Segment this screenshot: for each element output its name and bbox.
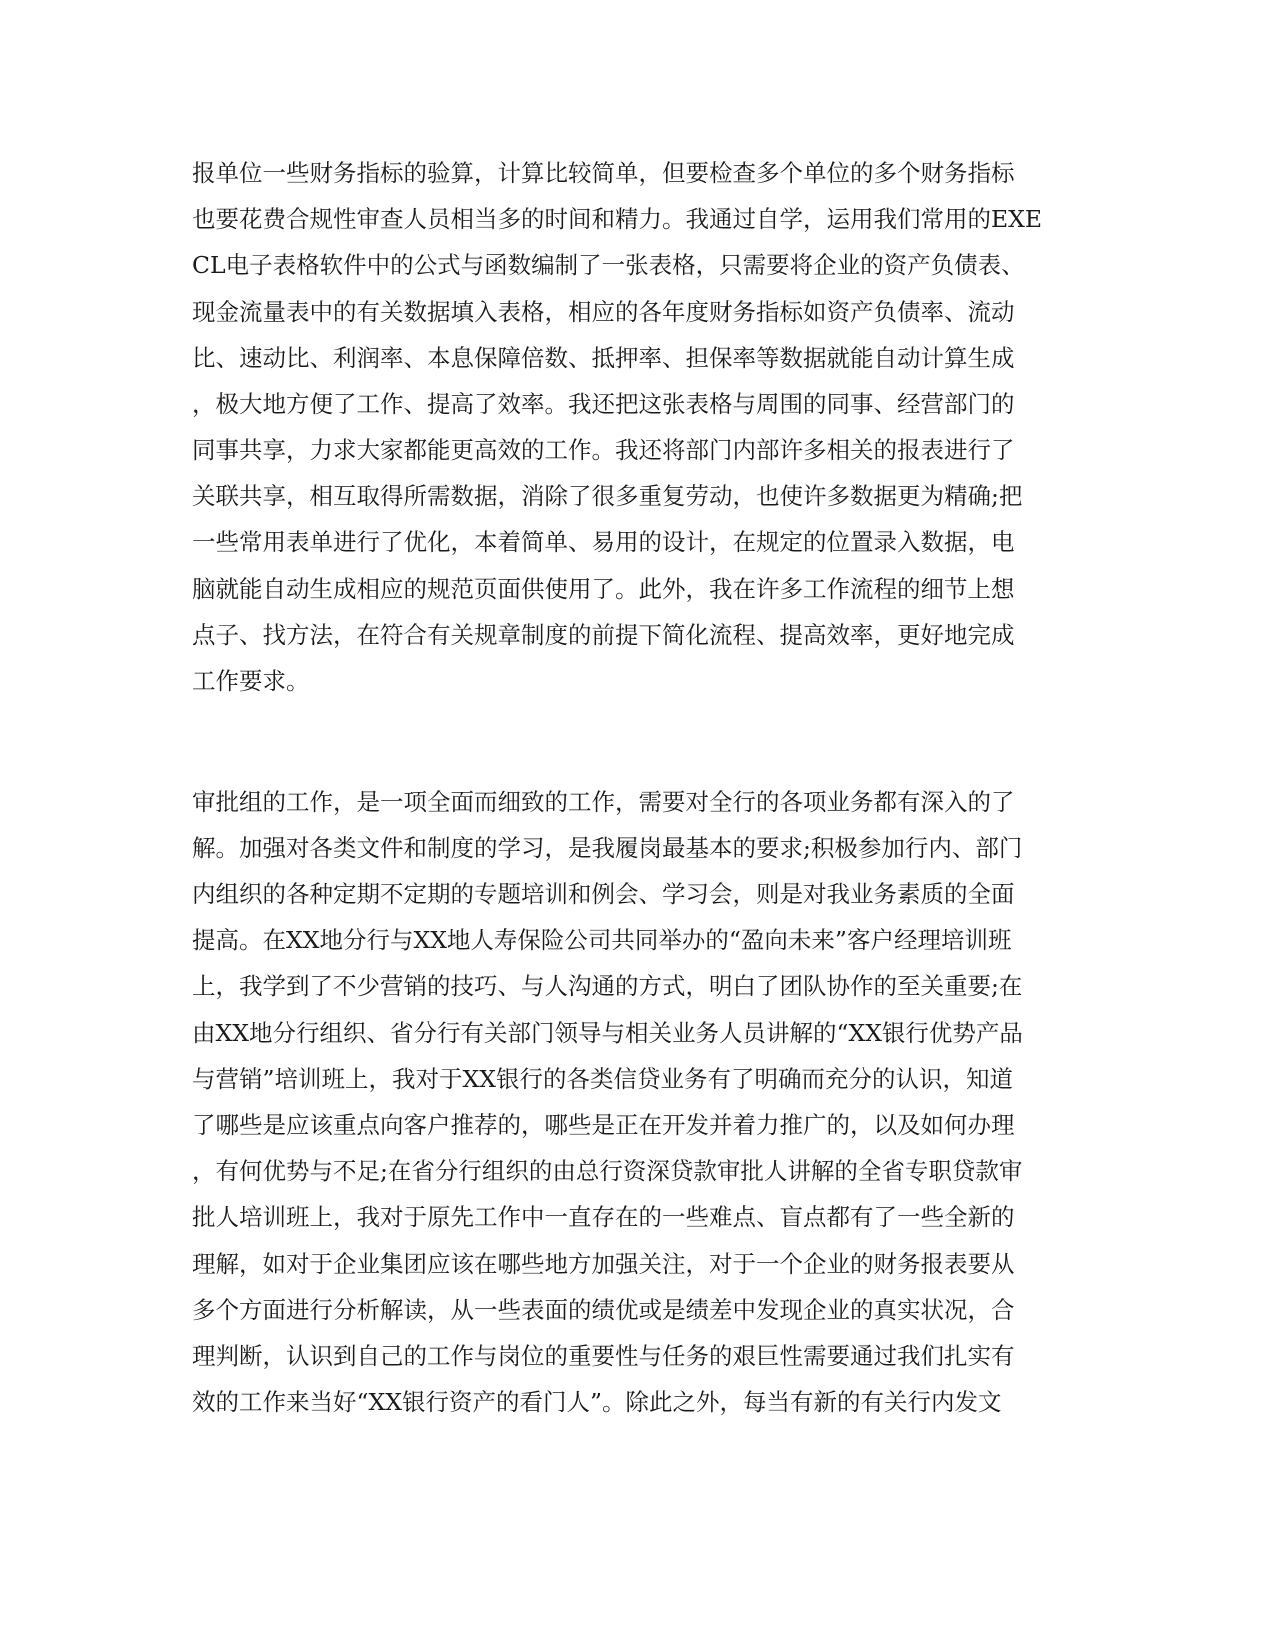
- text-line: ，有何优势与不足;在省分行组织的由总行资深贷款审批人讲解的全省专职贷款审: [192, 1157, 1023, 1185]
- text-line: 也要花费合规性审查人员相当多的时间和精力。我通过自学，运用我们常用的EXE: [192, 205, 1043, 233]
- text-line: 工作要求。: [192, 667, 310, 695]
- text-line: 效的工作来当好“XX银行资产的看门人”。除此之外，每当有新的有关行内发文: [192, 1388, 1002, 1416]
- text-line: 审批组的工作，是一项全面而细致的工作，需要对全行的各项业务都有深入的了: [192, 788, 1015, 816]
- text-line: 提高。在XX地分行与XX地人寿保险公司共同举办的“盈向未来”客户经理培训班: [192, 926, 1012, 954]
- text-line: 比、速动比、利润率、本息保障倍数、抵押率、担保率等数据就能自动计算生成: [192, 344, 1015, 372]
- text-line: CL电子表格软件中的公式与函数编制了一张表格，只需要将企业的资产负债表、: [192, 251, 1025, 279]
- text-line: 现金流量表中的有关数据填入表格，相应的各年度财务指标如资产负债率、流动: [192, 298, 1015, 326]
- text-line: 由XX地分行组织、省分行有关部门领导与相关业务人员讲解的“XX银行优势产品: [192, 1019, 1023, 1047]
- text-line: 了哪些是应该重点向客户推荐的，哪些是正在开发并着力推广的，以及如何办理: [192, 1111, 1015, 1139]
- text-line: 批人培训班上，我对于原先工作中一直存在的一些难点、盲点都有了一些全新的: [192, 1203, 1015, 1231]
- text-line: 报单位一些财务指标的验算，计算比较简单，但要检查多个单位的多个财务指标: [192, 159, 1015, 187]
- text-line: 内组织的各种定期不定期的专题培训和例会、学习会，则是对我业务素质的全面: [192, 880, 1015, 908]
- text-line: 关联共享，相互取得所需数据，消除了很多重复劳动，也使许多数据更为精确;把: [192, 482, 1023, 510]
- text-line: 理判断，认识到自己的工作与岗位的重要性与任务的艰巨性需要通过我们扎实有: [192, 1342, 1015, 1370]
- text-line: ，极大地方便了工作、提高了效率。我还把这张表格与周围的同事、经营部门的: [192, 390, 1015, 418]
- text-line: 一些常用表单进行了优化，本着简单、易用的设计，在规定的位置录入数据，电: [192, 528, 1015, 556]
- text-line: 与营销”培训班上，我对于XX银行的各类信贷业务有了明确而充分的认识，知道: [192, 1065, 1013, 1093]
- text-line: 上，我学到了不少营销的技巧、与人沟通的方式，明白了团队协作的至关重要;在: [192, 972, 1023, 1000]
- text-line: 多个方面进行分析解读，从一些表面的绩优或是绩差中发现企业的真实状况，合: [192, 1296, 1015, 1324]
- text-line: 点子、找方法，在符合有关规章制度的前提下简化流程、提高效率，更好地完成: [192, 621, 1015, 649]
- text-line: 脑就能自动生成相应的规范页面供使用了。此外，我在许多工作流程的细节上想: [192, 575, 1015, 603]
- text-line: 理解，如对于企业集团应该在哪些地方加强关注，对于一个企业的财务报表要从: [192, 1250, 1015, 1278]
- text-line: 同事共享，力求大家都能更高效的工作。我还将部门内部许多相关的报表进行了: [192, 436, 1015, 464]
- text-line: 解。加强对各类文件和制度的学习，是我履岗最基本的要求;积极参加行内、部门: [192, 834, 1023, 862]
